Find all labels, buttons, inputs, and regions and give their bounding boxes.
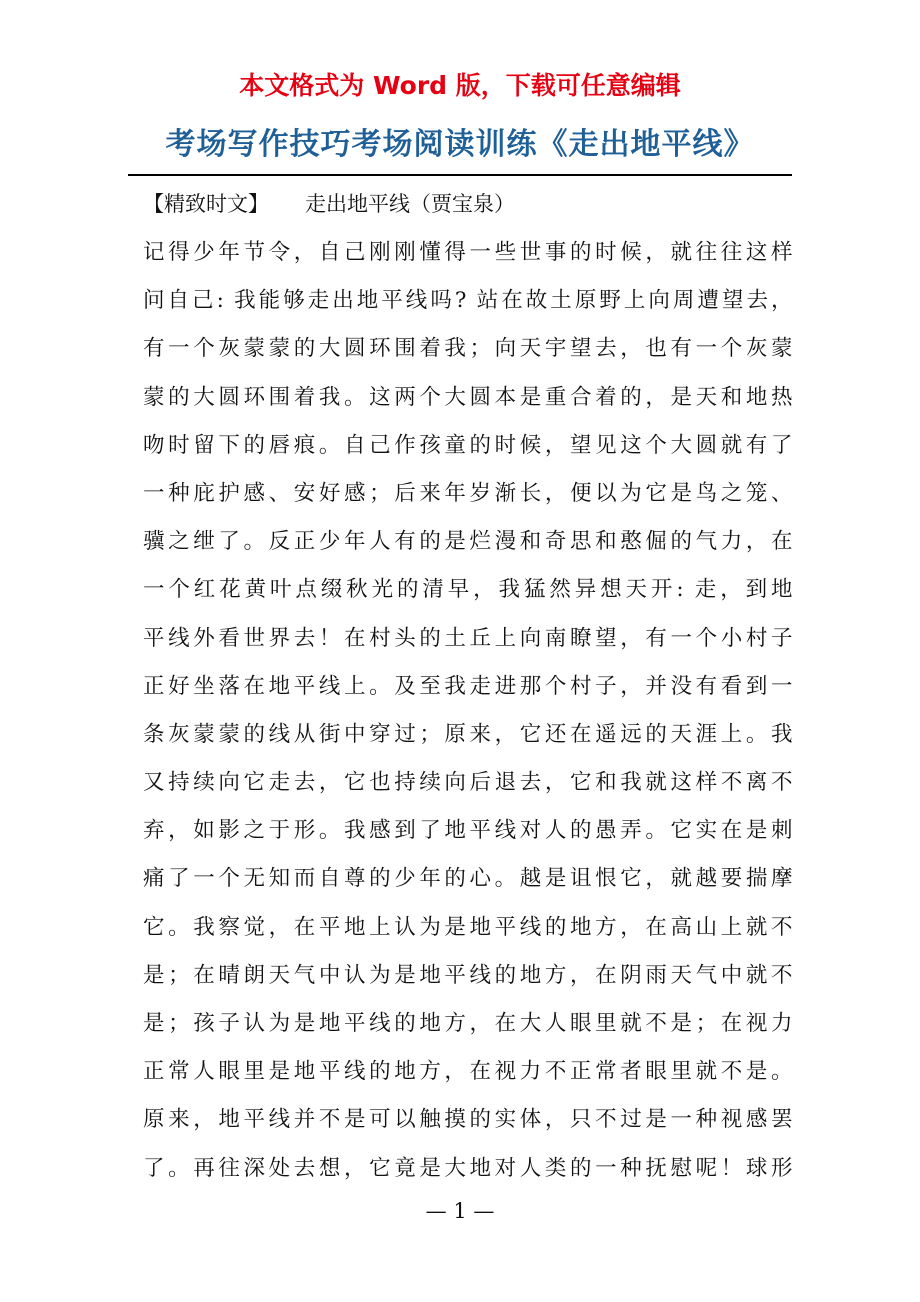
body-line: 骥之绁了。反正少年人有的是烂漫和奇思和憨倔的气力，在 bbox=[143, 529, 793, 555]
article-body bbox=[143, 233, 793, 1197]
body-line: 一种庇护感、安好感；后来年岁渐长，便以为它是鸟之笼、 bbox=[143, 480, 793, 506]
body-line: 吻时留下的唇痕。自己作孩童的时候，望见这个大圆就有了 bbox=[143, 432, 793, 458]
body-line: 是；孩子认为是地平线的地方，在大人眼里就不是；在视力 bbox=[143, 1011, 793, 1036]
body-line: 蒙的大圆环围着我。这两个大圆本是重合着的，是天和地热 bbox=[143, 384, 793, 410]
download-banner: 本文格式为 Word 版，下载可任意编辑 bbox=[239, 71, 681, 100]
body-line: 它。我察觉，在平地上认为是地平线的地方，在高山上就不 bbox=[143, 914, 793, 940]
body-line: 正好坐落在地平线上。及至我走进那个村子，并没有看到一 bbox=[143, 673, 793, 699]
document-title: 考场写作技巧考场阅读训练《走出地平线》 bbox=[165, 127, 755, 162]
body-line: 平线外看世界去！在村头的土丘上向南瞭望，有一个小村子 bbox=[143, 625, 793, 651]
page-number: — 1 — bbox=[425, 1199, 495, 1223]
body-line: 痛了一个无知而自尊的少年的心。越是诅恨它，就越要揣摩 bbox=[143, 866, 793, 892]
body-line: 有一个灰蒙蒙的大圆环围着我；向天宇望去，也有一个灰蒙 bbox=[143, 336, 793, 362]
body-line: 是；在晴朗天气中认为是地平线的地方，在阴雨天气中就不 bbox=[143, 962, 793, 988]
section-heading bbox=[143, 184, 793, 224]
body-line: 记得少年节令，自己刚刚懂得一些世事的时候，就往往这样 bbox=[143, 240, 793, 265]
title-divider bbox=[128, 174, 792, 176]
body-line: 了。再往深处去想，它竟是大地对人类的一种抚慰呢！球形 bbox=[143, 1155, 793, 1181]
body-line: 正常人眼里是地平线的地方，在视力不正常者眼里就不是。 bbox=[143, 1059, 793, 1085]
body-line: 又持续向它走去，它也持续向后退去，它和我就这样不离不 bbox=[143, 770, 793, 796]
body-line: 原来，地平线并不是可以触摸的实体，只不过是一种视感罢 bbox=[143, 1107, 793, 1133]
section-label: 【精致时文】 bbox=[143, 192, 269, 216]
body-line: 弃，如影之于形。我感到了地平线对人的愚弄。它实在是刺 bbox=[143, 818, 793, 844]
body-line: 一个红花黄叶点缀秋光的清早，我猛然异想天开: 走，到地 bbox=[143, 577, 793, 603]
body-line: 条灰蒙蒙的线从街中穿过；原来，它还在遥远的天涯上。我 bbox=[143, 721, 793, 747]
body-line: 问自己: 我能够走出地平线吗? 站在故土原野上向周遭望去， bbox=[143, 288, 793, 314]
article-subtitle: 走出地平线（贾宝泉） bbox=[305, 192, 515, 216]
